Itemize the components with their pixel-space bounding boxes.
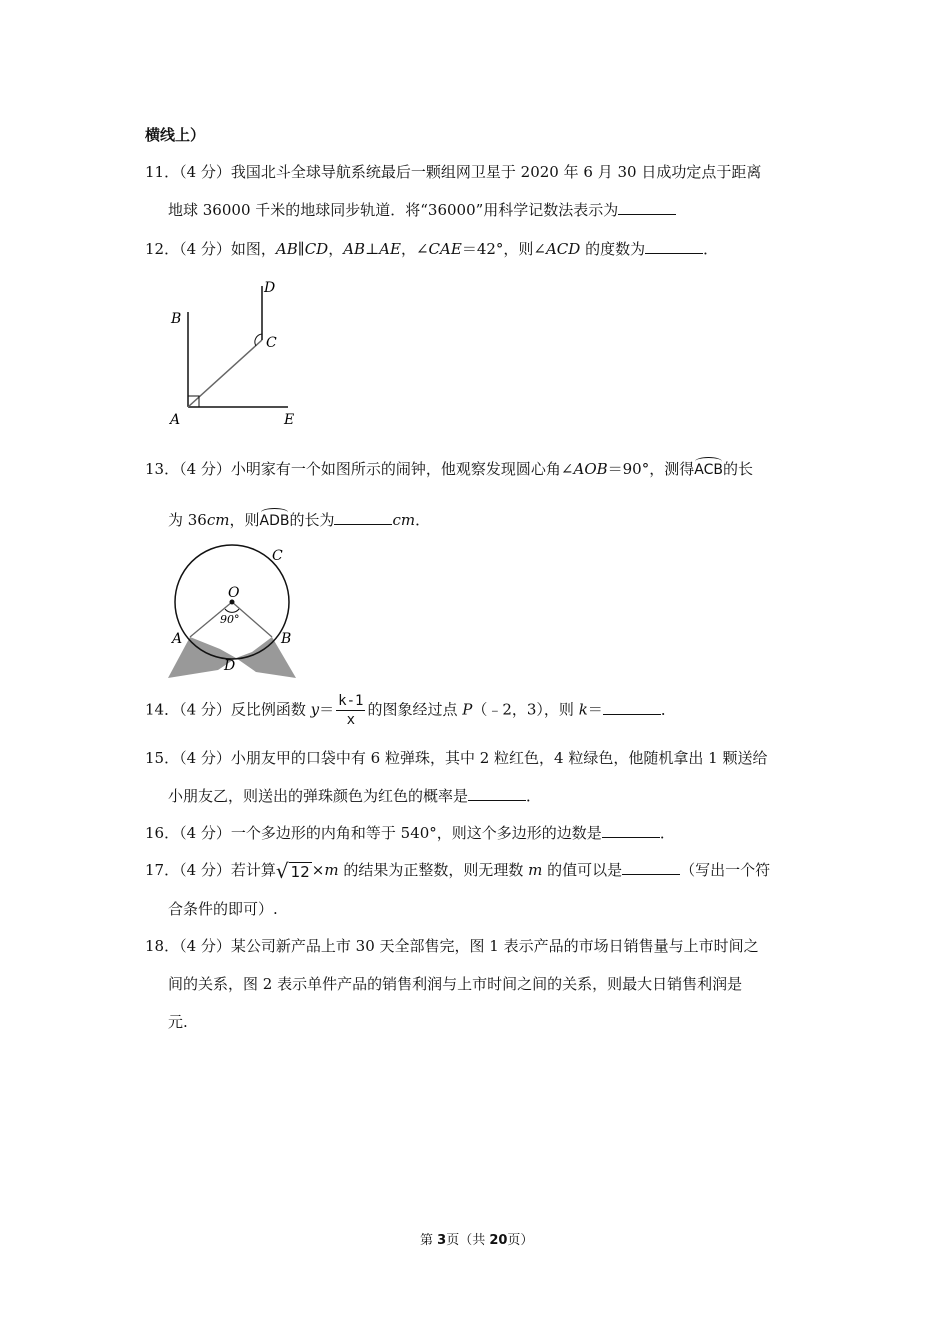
fraction-denominator: x xyxy=(346,712,356,728)
question-17-text: 的结果为正整数，则无理数 xyxy=(338,861,529,879)
period: ． xyxy=(415,511,431,529)
period: ． xyxy=(660,700,676,719)
question-16-text: 16．（4 分）一个多边形的内角和等于 540°，则这个多边形的边数是 xyxy=(145,824,602,842)
question-18-line-3: 元. xyxy=(168,1013,188,1031)
footer-text: 第 xyxy=(420,1233,438,1248)
question-11-line-1: 11．（4 分）我国北斗全球导航系统最后一颗组网卫星于 2020 年 6 月 30 日成功定点于距离 xyxy=(145,163,762,181)
separator: ，∠ xyxy=(400,240,429,258)
question-11-text: 地球 36000 千米的地球同步轨道．将“36000”用科学记数法表示为 xyxy=(168,201,619,219)
question-12-suffix: 的度数为 xyxy=(580,240,646,258)
question-17-text: 的值可以是 xyxy=(542,861,623,879)
math-acd: ACD xyxy=(545,240,581,258)
fraction-numerator: k-1 xyxy=(338,693,364,709)
question-18-line-2: 间的关系，图 2 表示单件产品的销售利润与上市时间之间的关系，则最大日销售利润是 xyxy=(168,975,743,993)
page-total: 20 xyxy=(489,1233,508,1248)
math-aob: AOB xyxy=(573,460,608,478)
answer-blank xyxy=(602,823,660,838)
label-e: E xyxy=(284,412,295,428)
question-13-text: 为 36 xyxy=(168,511,207,529)
figure-13-clock xyxy=(160,540,310,682)
label-a: A xyxy=(172,631,183,647)
math-ab-perp-ae: AB⊥AE xyxy=(343,240,401,258)
answer-blank xyxy=(468,786,526,801)
footer-text: 页（共 xyxy=(446,1233,490,1248)
label-b: B xyxy=(281,631,292,647)
math-y: y xyxy=(310,700,320,719)
question-17-text: （写出一个符 xyxy=(680,861,771,879)
radical-sign: √ xyxy=(275,859,289,883)
page-number: 3 xyxy=(437,1233,447,1248)
fraction xyxy=(336,692,365,729)
question-16-line xyxy=(145,822,675,843)
question-13-text: 13．（4 分）小明家有一个如图所示的闹钟，他观察发现圆心角∠ xyxy=(145,460,574,478)
question-13-text: 的长为 xyxy=(289,511,335,529)
angle-label: 90° xyxy=(220,613,240,626)
question-13-text: ，则 xyxy=(229,511,260,529)
question-17-text: 17．（4 分）若计算 xyxy=(145,861,276,879)
math-cae: CAE xyxy=(428,240,462,258)
question-15-text: 小朋友乙，则送出的弹珠颜色为红色的概率是 xyxy=(168,787,469,805)
arc-acb: ACB xyxy=(694,462,723,478)
period: ． xyxy=(703,240,719,258)
equation-text: ＝42°，则∠ xyxy=(461,240,546,258)
angle-arc-o xyxy=(225,609,239,612)
label-b: B xyxy=(171,311,182,327)
label-a: A xyxy=(170,412,181,428)
answer-blank xyxy=(334,510,392,525)
question-14-text: （﹣2，3），则 xyxy=(472,700,579,719)
question-11-line-2 xyxy=(168,199,676,220)
answer-blank xyxy=(645,239,703,254)
question-14-line xyxy=(145,692,676,729)
section-header: 横线上） xyxy=(145,126,206,144)
math-p: P xyxy=(462,700,473,719)
question-15-line-2 xyxy=(168,785,541,806)
period: ． xyxy=(659,824,675,842)
question-13-text: ＝90°，测得 xyxy=(607,460,695,478)
unit-cm: cm xyxy=(392,511,416,529)
unit-cm: cm xyxy=(206,511,230,529)
label-c: C xyxy=(272,548,283,564)
footer-text: 页） xyxy=(507,1233,534,1248)
question-18-line-1: 18．（4 分）某公司新产品上市 30 天全部售完，图 1 表示产品的市场日销售量与上市时间之 xyxy=(145,937,759,955)
math-ab-parallel-cd: AB∥CD xyxy=(275,240,329,258)
answer-blank xyxy=(618,200,676,215)
question-12-prefix: 12．（4 分）如图， xyxy=(145,240,276,258)
period: ． xyxy=(526,787,542,805)
label-d: D xyxy=(224,658,236,674)
figure-12-geometry xyxy=(160,272,310,432)
page-footer xyxy=(420,1229,533,1248)
label-c: C xyxy=(266,335,277,351)
math-m: m xyxy=(528,861,543,879)
question-14-text: 的图象经过点 xyxy=(367,700,463,719)
equals: ＝ xyxy=(319,700,335,719)
label-o: O xyxy=(228,585,240,601)
label-d: D xyxy=(264,280,276,296)
question-17-line-1 xyxy=(145,859,770,881)
question-13-line-1 xyxy=(145,458,753,479)
radicand: 12 xyxy=(290,863,310,881)
question-15-line-1: 15．（4 分）小朋友甲的口袋中有 6 粒弹珠，其中 2 粒红色，4 粒绿色，他随机拿出 1 颗送给 xyxy=(145,749,768,767)
answer-blank xyxy=(603,700,661,715)
question-13-line-2 xyxy=(168,509,430,530)
separator: ， xyxy=(328,240,344,258)
answer-blank xyxy=(622,860,680,875)
question-14-text: 14．（4 分）反比例函数 xyxy=(145,700,311,719)
question-17-line-2: 合条件的即可）. xyxy=(168,900,278,918)
question-13-text: 的长 xyxy=(722,460,753,478)
math-m: m xyxy=(324,861,339,879)
equals: ＝ xyxy=(587,700,603,719)
square-root xyxy=(276,861,312,881)
math-k: k xyxy=(578,700,588,719)
arc-adb: ADB xyxy=(259,513,290,529)
question-12-line xyxy=(145,238,718,259)
times-sign: × xyxy=(311,861,325,879)
